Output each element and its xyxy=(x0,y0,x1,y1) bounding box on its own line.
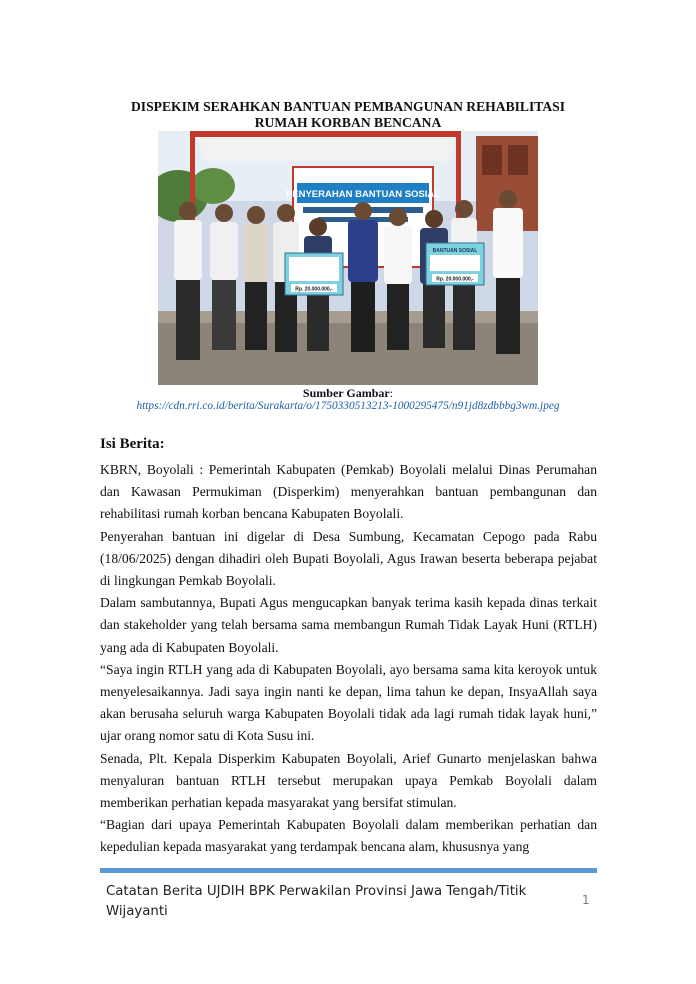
image-source-label-text: Sumber Gambar xyxy=(302,386,390,400)
board-right-amount: Rp. 20.000.000,- xyxy=(436,276,474,283)
image-source-url[interactable]: https://cdn.rri.co.id/berita/Surakarta/o/1750330513213-1000295475/n91jd8zdbbbg3wm.jpeg xyxy=(136,400,560,412)
article-title xyxy=(100,99,596,131)
aid-board-right xyxy=(426,243,484,285)
article-title-line-2: RUMAH KORBAN BENCANA xyxy=(254,115,442,130)
news-photo-illustration xyxy=(158,131,538,385)
banner-text: PENYERAHAN BANTUAN SOSIAL xyxy=(285,189,441,200)
paragraph: Senada, Plt. Kepala Disperkim Kabupaten Boyolali, Arief Gunarto menjelaskan bahwa menyaluran bantuan RTLH tersebut merupakan upaya Pemkab Boyolali dalam memberikan perhatian kepada masyarakat yang bersifat stimulan. xyxy=(100,750,597,811)
news-photo xyxy=(158,131,538,385)
paragraph: Dalam sambutannya, Bupati Agus mengucapkan banyak terima kasih kepada dinas terkait dan stakeholder yang telah bersama sama membangun Rumah Tidak Layak Huni (RTLH) yang ada di Kabupaten Boyolali. xyxy=(100,595,597,655)
article-body xyxy=(100,459,597,859)
footer-line-1: Catatan Berita UJDIH BPK Perwakilan Provinsi Jawa Tengah/Titik xyxy=(106,884,527,899)
page-number: 1 xyxy=(582,893,590,907)
paragraph: “Bagian dari upaya Pemerintah Kabupaten Boyolali dalam memberikan perhatian dan kepedulian kepada masyarakat yang terdampak bencana alam, khususnya yang xyxy=(100,817,597,855)
paragraph: “Saya ingin RTLH yang ada di Kabupaten Boyolali, ayo bersama sama kita keroyok untuk menyelesaikannya. Jadi saya ingin nanti ke depan, lima tahun ke depan, InsyaAllah saya akan berusaha seluruh warga Kabupaten Boyolali tidak ada lagi rumah tidak layak huni,” ujar orang nomor satu di Kota Susu ini. xyxy=(100,661,597,744)
board-left-amount: Rp. 20.000.000,- xyxy=(295,286,333,293)
footer-note xyxy=(106,882,536,922)
aid-board-left xyxy=(285,253,343,295)
footer-divider xyxy=(100,868,597,873)
content-heading: Isi Berita: xyxy=(100,436,165,452)
paragraph: KBRN, Boyolali : Pemerintah Kabupaten (Pemkab) Boyolali melalui Dinas Perumahan dan Kawasan Permukiman (Disperkim) menyerahkan bantuan pembangunan dan rehabilitasi rumah korban bencana Kabupaten Boyolali. xyxy=(100,462,597,522)
image-source-colon: : xyxy=(389,386,394,400)
image-source-label xyxy=(100,386,596,400)
footer-line-2: Wijayanti xyxy=(106,904,168,919)
article-title-line-1: DISPEKIM SERAHKAN BANTUAN PEMBANGUNAN REHABILITASI xyxy=(130,99,566,114)
board-right-title: BANTUAN SOSIAL xyxy=(432,248,478,254)
paragraph: Penyerahan bantuan ini digelar di Desa Sumbung, Kecamatan Cepogo pada Rabu (18/06/2025) dengan dihadiri oleh Bupati Boyolali, Agus Irawan beserta beberapa pejabat di lingkungan Pemkab Boyolali. xyxy=(100,528,597,589)
